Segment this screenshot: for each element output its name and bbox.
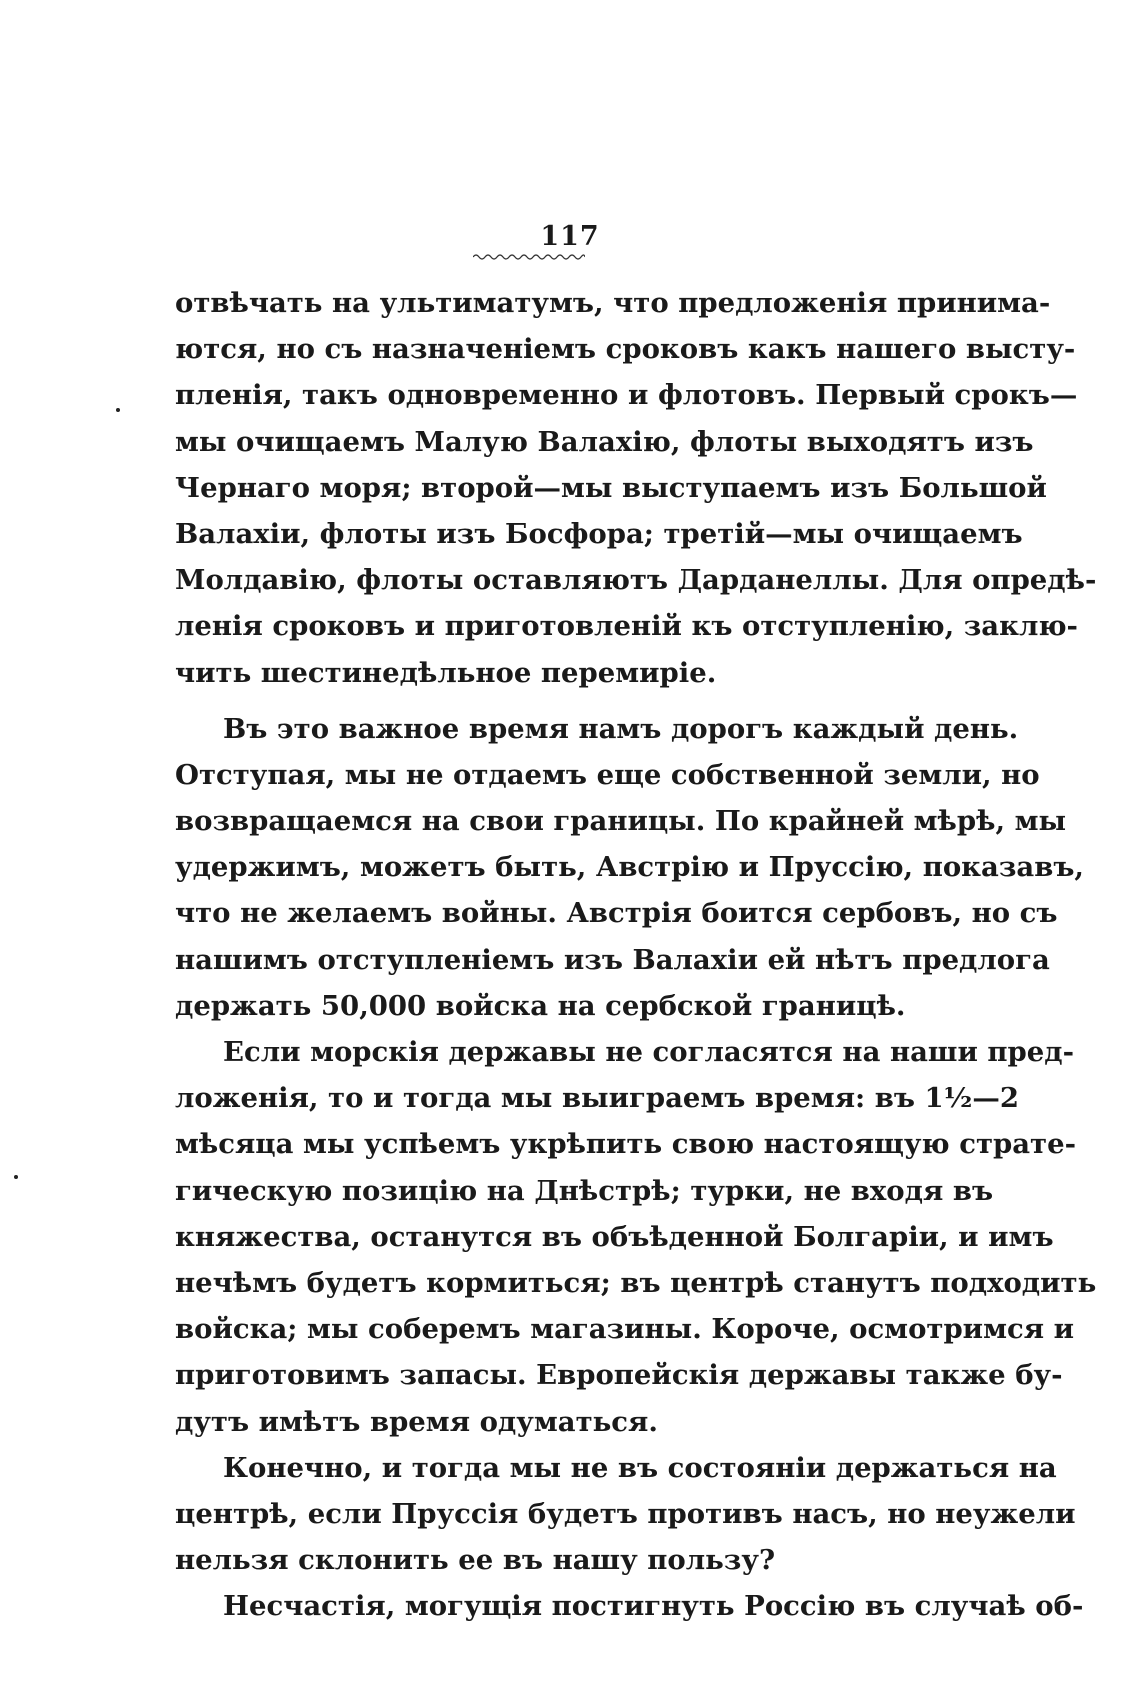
scan-speck bbox=[116, 408, 120, 412]
text-line: Несчастія, могущія постигнуть Россію въ случаѣ об- bbox=[223, 1590, 1084, 1623]
text-line: нашимъ отступленіемъ изъ Валахіи ей нѣтъ предлога bbox=[175, 943, 1050, 976]
text-line: Молдавію, флоты оставляютъ Дарданеллы. Для опредѣ- bbox=[175, 564, 1097, 597]
text-line: мы очищаемъ Малую Валахію, флоты выходятъ изъ bbox=[175, 425, 1034, 458]
text-line: держать 50,000 войска на сербской границѣ. bbox=[175, 989, 906, 1022]
text-line: Если морскія державы не согласятся на наши пред- bbox=[223, 1036, 1075, 1068]
body-text bbox=[175, 280, 1097, 1629]
paragraph bbox=[175, 1445, 1076, 1584]
text-line: нечѣмъ будетъ кормиться; въ центрѣ станутъ подходить bbox=[175, 1266, 1097, 1299]
text-line: отвѣчать на ультиматумъ, что предложенія принима- bbox=[175, 287, 1051, 319]
text-line: дутъ имѣтъ время одуматься. bbox=[175, 1405, 658, 1438]
text-line: княжества, останутся въ объѣденной Болгаріи, и имъ bbox=[175, 1220, 1054, 1253]
paragraph bbox=[175, 706, 1085, 1029]
text-line: центрѣ, если Пруссія будетъ противъ насъ, но неужели bbox=[175, 1497, 1076, 1530]
text-line: пленія, такъ одновременно и флотовъ. Первый срокъ— bbox=[175, 379, 1078, 412]
text-line: гическую позицію на Днѣстрѣ; турки, не входя въ bbox=[175, 1174, 994, 1207]
text-line: чить шестинедѣльное перемиріе. bbox=[175, 656, 717, 689]
text-line: нельзя склонить ее въ нашу пользу? bbox=[175, 1544, 776, 1577]
scan-speck bbox=[14, 1175, 18, 1179]
text-line: войска; мы соберемъ магазины. Короче, осмотримся и bbox=[175, 1313, 1075, 1346]
text-line: Чернаго моря; второй—мы выступаемъ изъ Большой bbox=[175, 471, 1047, 504]
paragraph bbox=[175, 280, 1097, 696]
text-line: ленія сроковъ и приготовленій къ отступленію, заклю- bbox=[175, 610, 1078, 643]
text-line: Валахіи, флоты изъ Босфора; третій—мы очищаемъ bbox=[175, 517, 1023, 550]
text-line: приготовимъ запасы. Европейскія державы также бу- bbox=[175, 1359, 1063, 1392]
text-line: удержимъ, можетъ быть, Австрію и Пруссію, показавъ, bbox=[175, 851, 1085, 884]
text-line: ложенія, то и тогда мы выиграемъ время: въ 1½—2 bbox=[175, 1082, 1019, 1115]
text-line: что не желаемъ войны. Австрія боится сербовъ, но съ bbox=[175, 897, 1058, 930]
paragraph bbox=[175, 1029, 1097, 1445]
text-line: мѣсяца мы успѣемъ укрѣпить свою настоящую страте- bbox=[175, 1128, 1076, 1161]
paragraph bbox=[175, 1583, 1084, 1629]
page-number: 117 bbox=[540, 221, 600, 252]
text-line: Отступая, мы не отдаемъ еще собственной земли, но bbox=[175, 758, 1040, 791]
text-line: Конечно, и тогда мы не въ состояніи держаться на bbox=[223, 1451, 1057, 1484]
text-line: ются, но съ назначеніемъ сроковъ какъ нашего высту- bbox=[175, 333, 1076, 366]
page-number-wavy-rule bbox=[473, 252, 585, 262]
text-line: Въ это важное время намъ дорогъ каждый день. bbox=[223, 712, 1019, 745]
text-line: возвращаемся на свои границы. По крайней мѣрѣ, мы bbox=[175, 805, 1067, 838]
